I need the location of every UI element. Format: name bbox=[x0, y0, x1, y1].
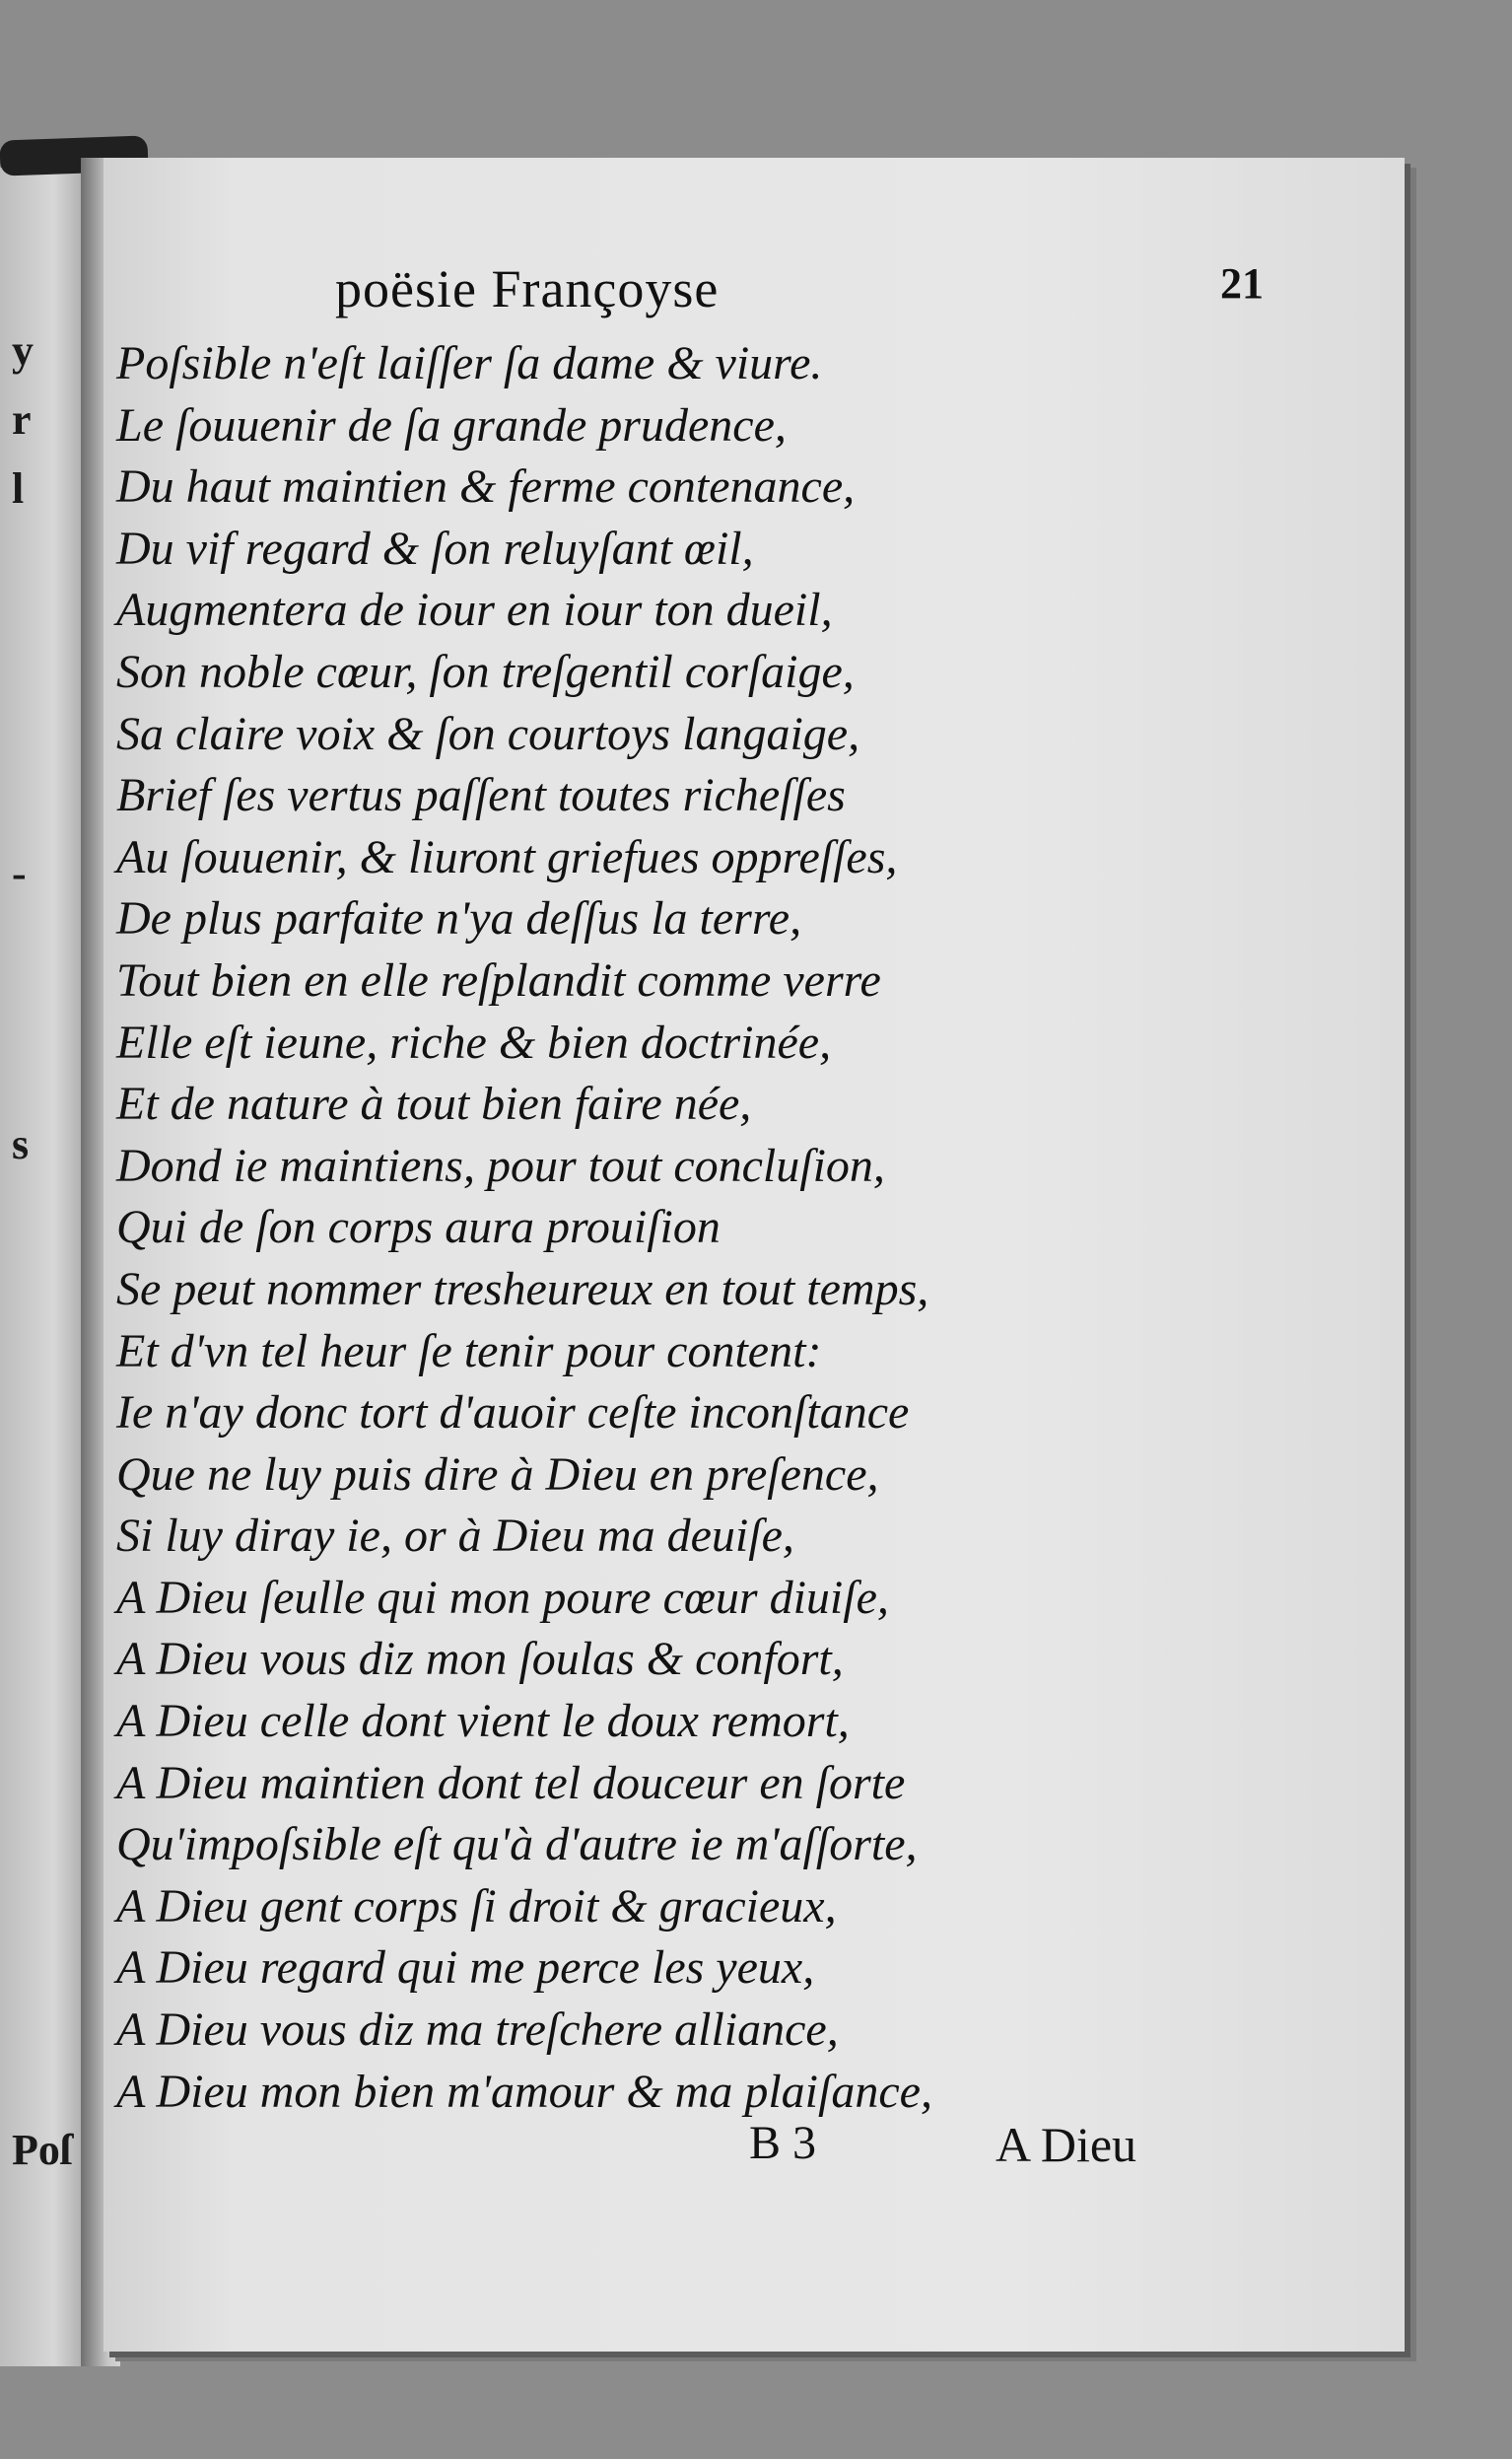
verse-line: Dond ie maintiens, pour tout concluſion, bbox=[116, 1139, 885, 1192]
verse-line: Qui de ſon corps aura prouiſion bbox=[116, 1201, 721, 1254]
left-page-fragment: s bbox=[12, 1120, 30, 1168]
verse-line: Se peut nommer tresheureux en tout temps, bbox=[116, 1262, 929, 1315]
verse-line: Poſsible n'eſt laiſſer ſa dame & viure. bbox=[116, 337, 823, 389]
left-page-fragment: Poſ bbox=[12, 2126, 73, 2174]
folio-number: 21 bbox=[1220, 259, 1264, 308]
verse-line: Son noble cœur, ſon treſgentil corſaige, bbox=[116, 645, 855, 698]
signature-mark: B 3 bbox=[749, 2117, 817, 2169]
verse-line: A Dieu mon bien m'amour & ma plaiſance, bbox=[116, 2065, 932, 2118]
verse-line: Ie n'ay donc tort d'auoir ceſte inconſtance bbox=[116, 1386, 910, 1440]
left-page-fragment: r bbox=[12, 395, 32, 444]
verse-line: Tout bien en elle reſplandit comme verre bbox=[116, 953, 881, 1007]
verse-line: Brief ſes vertus paſſent toutes richeſſes bbox=[116, 769, 846, 822]
verse-line: De plus parfaite n'ya deſſus la terre, bbox=[116, 892, 802, 946]
verse-line: Et de nature à tout bien faire née, bbox=[116, 1078, 752, 1131]
running-header: poësie Françoyse bbox=[335, 259, 720, 318]
verse-line: Du vif regard & ſon reluyſant œil, bbox=[116, 522, 754, 575]
verse-line: Et d'vn tel heur ſe tenir pour content: bbox=[116, 1324, 822, 1377]
verse-line: Sa claire voix & ſon courtoys langaige, bbox=[116, 707, 860, 760]
verse-line: A Dieu vous diz mon ſoulas & confort, bbox=[116, 1633, 844, 1686]
verse-line: A Dieu ſeulle qui mon poure cœur diuiſe, bbox=[116, 1571, 889, 1624]
verse-line: Si luy diray ie, or à Dieu ma deuiſe, bbox=[116, 1510, 794, 1563]
left-page-fragment: - bbox=[12, 849, 27, 897]
verse-line: A Dieu regard qui me perce les yeux, bbox=[116, 1941, 815, 1995]
verse-line: Du haut maintien & ferme contenance, bbox=[116, 460, 856, 514]
verse-line: A Dieu vous diz ma treſchere alliance, bbox=[116, 2003, 839, 2057]
verse-line: Au ſouuenir, & liuront griefues oppreſſes, bbox=[116, 830, 898, 883]
verse-line: A Dieu maintien dont tel douceur en ſorte bbox=[116, 1756, 906, 1809]
verse-line: Elle eſt ieune, riche & bien doctrinée, bbox=[116, 1016, 832, 1069]
left-page-fragment: l bbox=[12, 464, 25, 513]
verse-line: A Dieu celle dont vient le doux remort, bbox=[116, 1695, 850, 1748]
catchword: A Dieu bbox=[996, 2117, 1137, 2172]
verse-line: Le ſouuenir de ſa grande prudence, bbox=[116, 398, 787, 452]
poem-text bbox=[116, 333, 1201, 2123]
verse-line: Qu'impoſsible eſt qu'à d'autre ie m'aſſorte, bbox=[116, 1818, 918, 1871]
left-page-fragment: y bbox=[12, 326, 34, 375]
verse-line: Augmentera de iour en iour ton dueil, bbox=[116, 584, 833, 637]
verse-line: A Dieu gent corps ſi droit & gracieux, bbox=[116, 1879, 837, 1932]
verse-line: Que ne luy puis dire à Dieu en preſence, bbox=[116, 1447, 879, 1501]
